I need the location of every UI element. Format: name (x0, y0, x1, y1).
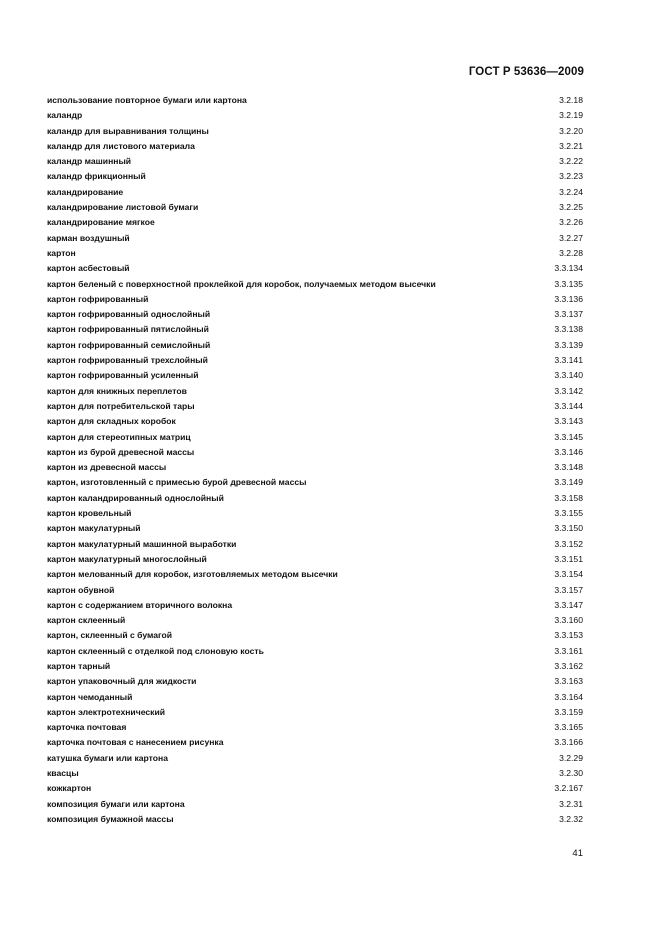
index-ref: 3.3.141 (554, 355, 583, 366)
index-ref: 3.3.151 (554, 553, 583, 564)
index-entry (47, 322, 583, 337)
index-term: картон с содержанием вторичного волокна (47, 599, 233, 610)
index-ref: 3.2.22 (559, 156, 583, 167)
index-ref: 3.3.135 (554, 278, 583, 289)
index-term: каландрирование листовой бумаги (47, 202, 199, 213)
index-entry (47, 93, 583, 108)
index-ref: 3.3.136 (554, 293, 583, 304)
index-ref: 3.3.142 (554, 385, 583, 396)
index-term: картон гофрированный усиленный (47, 370, 199, 381)
index-ref: 3.3.166 (554, 737, 583, 748)
index-ref: 3.3.148 (554, 462, 583, 473)
index-entry (47, 185, 583, 200)
index-ref: 3.2.31 (559, 798, 583, 809)
index-entry (47, 735, 583, 750)
index-entry (47, 154, 583, 169)
index-entry (47, 353, 583, 368)
index-entry (47, 720, 583, 735)
index-term: картон макулатурный (47, 523, 141, 534)
index-entry (47, 690, 583, 705)
index-entry (47, 338, 583, 353)
index-entry (47, 659, 583, 674)
index-ref: 3.3.138 (554, 324, 583, 335)
index-entry (47, 292, 583, 307)
index-term: карточка почтовая с нанесением рисунка (47, 737, 224, 748)
index-term: картон макулатурный машинной выработки (47, 538, 237, 549)
index-entry (47, 460, 583, 475)
index-term: композиция бумажной массы (47, 813, 174, 824)
index-entry (47, 598, 583, 613)
index-term: композиция бумаги или картона (47, 798, 185, 809)
index-ref: 3.2.32 (559, 813, 583, 824)
index-term: картон электротехнический (47, 706, 166, 717)
index-term: карман воздушный (47, 232, 130, 243)
index-entry (47, 277, 583, 292)
index-ref: 3.2.20 (559, 125, 583, 136)
index-entry (47, 200, 583, 215)
index-term: картон (47, 247, 76, 258)
index-entry (47, 399, 583, 414)
index-ref: 3.3.150 (554, 523, 583, 534)
index-term: картон чемоданный (47, 691, 133, 702)
index-ref: 3.3.143 (554, 416, 583, 427)
index-ref: 3.3.140 (554, 370, 583, 381)
index-term: использование повторное бумаги или картона (47, 95, 247, 105)
index-ref: 3.3.160 (554, 615, 583, 626)
index-ref: 3.2.27 (559, 232, 583, 243)
index-ref: 3.2.18 (559, 95, 583, 105)
index-entry (47, 812, 583, 827)
index-term: картон макулатурный многослойный (47, 553, 207, 564)
index-term: каландр машинный (47, 156, 132, 167)
index-ref: 3.2.29 (559, 752, 583, 763)
index-term: каландр для листового материала (47, 140, 195, 151)
index-term: каландр фрикционный (47, 171, 146, 182)
index-entry (47, 139, 583, 154)
index-entry (47, 246, 583, 261)
index-term: каландрирование (47, 186, 124, 197)
index-entry (47, 414, 583, 429)
index-entry (47, 124, 583, 139)
index-term: картон гофрированный семислойный (47, 339, 211, 350)
index-entry (47, 583, 583, 598)
index-entry (47, 613, 583, 628)
index-term: картон упаковочный для жидкости (47, 676, 197, 687)
index-entry (47, 644, 583, 659)
index-term: картон гофрированный трехслойный (47, 355, 208, 366)
index-term: картон склеенный (47, 615, 126, 626)
index-ref: 3.2.26 (559, 217, 583, 228)
index-entry (47, 108, 583, 123)
index-term: картон тарный (47, 660, 111, 671)
index-entry (47, 231, 583, 246)
index-term: картон гофрированный однослойный (47, 309, 211, 320)
index-term: каландр (47, 110, 83, 121)
index-entry (47, 552, 583, 567)
index-term: картон мелованный для коробок, изготовляемых методом высечки (47, 569, 338, 580)
index-term: картон кровельный (47, 508, 132, 519)
index-entry (47, 368, 583, 383)
index-ref: 3.3.146 (554, 446, 583, 457)
index-ref: 3.3.153 (554, 630, 583, 641)
page-number: 41 (572, 848, 583, 859)
document-standard-header: ГОСТ Р 53636—2009 (468, 66, 584, 78)
index-entry (47, 169, 583, 184)
index-term: каландр для выравнивания толщины (47, 125, 209, 136)
index-ref: 3.2.21 (559, 140, 583, 151)
index-term: картон гофрированный пятислойный (47, 324, 209, 335)
index-entry (47, 781, 583, 796)
index-term: картон обувной (47, 584, 115, 595)
index-term: картон для потребительской тары (47, 400, 195, 411)
term-index-list (47, 93, 583, 827)
index-term: картон, изготовленный с примесью бурой древесной массы (47, 477, 307, 488)
index-ref: 3.2.19 (559, 110, 583, 121)
index-ref: 3.2.28 (559, 247, 583, 258)
index-ref: 3.2.24 (559, 186, 583, 197)
index-ref: 3.2.23 (559, 171, 583, 182)
index-term: картон для книжных переплетов (47, 385, 187, 396)
index-term: карточка почтовая (47, 722, 127, 733)
index-term: картон асбестовый (47, 263, 130, 274)
index-entry (47, 567, 583, 582)
index-ref: 3.3.147 (554, 599, 583, 610)
index-entry (47, 430, 583, 445)
index-entry (47, 445, 583, 460)
index-term: кожкартон (47, 783, 92, 794)
index-term: картон для стереотипных матриц (47, 431, 191, 442)
index-entry (47, 797, 583, 812)
index-ref: 3.3.164 (554, 691, 583, 702)
index-ref: 3.3.157 (554, 584, 583, 595)
index-term: картон каландрированный однослойный (47, 492, 224, 503)
index-term: катушка бумаги или картона (47, 752, 168, 763)
index-ref: 3.3.134 (554, 263, 583, 274)
index-ref: 3.3.161 (554, 645, 583, 656)
index-ref: 3.2.25 (559, 202, 583, 213)
index-term: картон гофрированный (47, 293, 149, 304)
index-entry (47, 506, 583, 521)
index-entry (47, 674, 583, 689)
index-entry (47, 475, 583, 490)
index-term: картон, склеенный с бумагой (47, 630, 173, 641)
index-entry (47, 751, 583, 766)
index-ref: 3.3.158 (554, 492, 583, 503)
index-entry (47, 307, 583, 322)
index-ref: 3.3.162 (554, 660, 583, 671)
index-ref: 3.2.30 (559, 768, 583, 779)
index-ref: 3.3.154 (554, 569, 583, 580)
index-entry (47, 384, 583, 399)
index-ref: 3.3.159 (554, 706, 583, 717)
index-term: квасцы (47, 768, 79, 779)
index-term: картон из бурой древесной массы (47, 446, 195, 457)
index-entry (47, 705, 583, 720)
index-entry (47, 766, 583, 781)
index-ref: 3.3.152 (554, 538, 583, 549)
index-term: каландрирование мягкое (47, 217, 155, 228)
index-entry (47, 628, 583, 643)
index-entry (47, 261, 583, 276)
index-ref: 3.3.163 (554, 676, 583, 687)
index-ref: 3.3.149 (554, 477, 583, 488)
index-ref: 3.3.145 (554, 431, 583, 442)
index-term: картон беленый с поверхностной проклейкой для коробок, получаемых методом высечки (47, 278, 436, 289)
index-term: картон для складных коробок (47, 416, 176, 427)
index-ref: 3.3.137 (554, 309, 583, 320)
index-entry (47, 491, 583, 506)
index-ref: 3.3.155 (554, 508, 583, 519)
index-ref: 3.3.144 (554, 400, 583, 411)
index-ref: 3.2.167 (554, 783, 583, 794)
index-entry (47, 537, 583, 552)
index-entry (47, 521, 583, 536)
index-term: картон из древесной массы (47, 462, 167, 473)
index-entry (47, 215, 583, 230)
index-ref: 3.3.139 (554, 339, 583, 350)
index-ref: 3.3.165 (554, 722, 583, 733)
index-term: картон склеенный с отделкой под слоновую кость (47, 645, 264, 656)
